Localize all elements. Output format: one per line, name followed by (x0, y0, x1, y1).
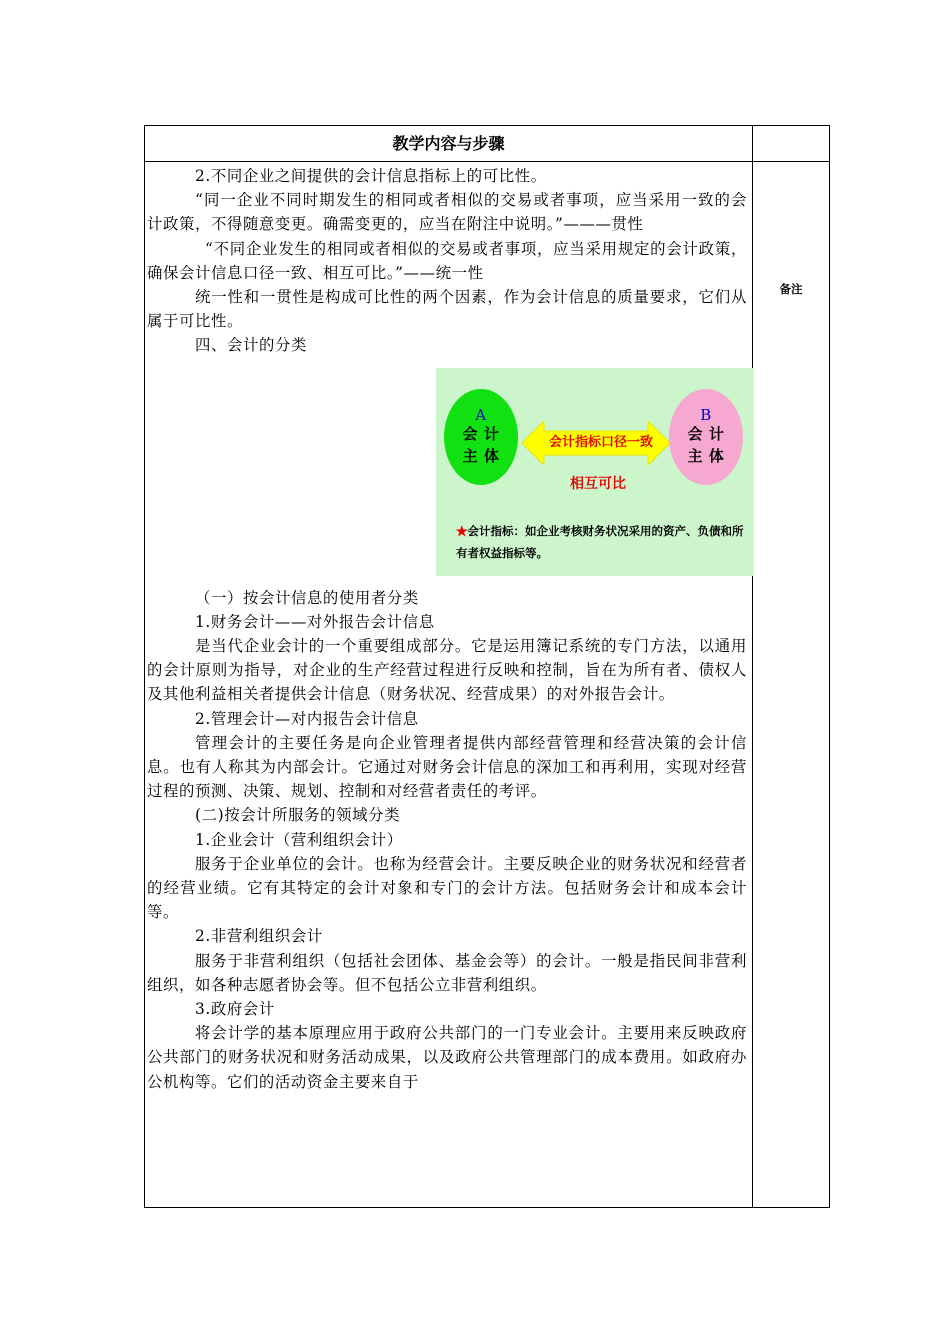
paragraph: 服务于非营利组织（包括社会团体、基金会等）的会计。一般是指民间非营利组织，如各种志愿者协会等。但不包括公立非营利组织。 (147, 951, 747, 994)
comparability-diagram (436, 368, 754, 576)
entity-b-circle (669, 389, 743, 485)
entity-b-label-line2: 主 体 (687, 446, 725, 465)
subsection-heading: （一）按会计信息的使用者分类 (195, 588, 419, 607)
content-column-header: 教学内容与步骤 (392, 134, 505, 153)
section-heading: 四、会计的分类 (195, 336, 307, 355)
paragraph: 是当代企业会计的一个重要组成部分。它是运用簿记系统的专门方法，以通用的会计原则为指导，对企业的生产经营过程进行反映和控制，旨在为所有者、债权人及其他利益相关者提供会计信息（财务状况、经营成果）的对外报告会计。 (147, 637, 747, 704)
lesson-content (147, 164, 747, 1094)
entity-a-label-line2: 主 体 (462, 446, 500, 465)
subsection-heading: (二)按会计所服务的领域分类 (195, 806, 401, 825)
entity-a-label-line1: 会 计 (462, 424, 500, 443)
paragraph: 2.管理会计—对内报告会计信息 (195, 709, 419, 728)
paragraph: “不同企业发生的相同或者相似的交易或者事项，应当采用规定的会计政策，确保会计信息口径一致、相互可比。”——统一性 (147, 239, 747, 282)
paragraph: 管理会计的主要任务是向企业管理者提供内部经营管理和经营决策的会计信息。也有人称其为内部会计。它通过对财务会计信息的深加工和再利用，实现对经营过程的预测、决策、规划、控制和对经营者责任的考评。 (147, 733, 747, 801)
paragraph: 1.企业会计（营利组织会计） (195, 830, 403, 849)
footnote-text: 会计指标：如企业考核财务状况采用的资产、负债和所有者权益指标等。 (456, 523, 744, 560)
paragraph: 1.财务会计——对外报告会计信息 (195, 612, 435, 631)
arrow-label: 会计指标口径一致 (548, 434, 653, 450)
entity-a-letter: A (475, 405, 487, 424)
paragraph: 服务于企业单位的会计。也称为经营会计。主要反映企业的财务状况和经营者的经营业绩。它有其特定的会计对象和专门的会计方法。包括财务会计和成本会计等。 (147, 854, 747, 922)
entity-b-letter: B (700, 405, 712, 424)
entity-a-circle (444, 389, 518, 485)
entity-b-label-line1: 会 计 (687, 424, 725, 443)
lesson-table (144, 125, 830, 1208)
paragraph: 统一性和一贯性是构成可比性的两个因素，作为会计信息的质量要求，它们从属于可比性。 (147, 288, 747, 331)
notes-column-header: 备注 (779, 282, 803, 296)
star-icon: ★ (456, 523, 468, 538)
mutual-comparison-label: 相互可比 (570, 475, 626, 492)
paragraph: 2.不同企业之间提供的会计信息指标上的可比性。 (195, 167, 547, 185)
diagram-footnote (456, 520, 752, 564)
paragraph: “同一企业不同时期发生的相同或者相似的交易或者事项，应当采用一致的会计政策，不得随意变更。确需变更的，应当在附注中说明。”———贯性 (147, 191, 747, 234)
paragraph: 3.政府会计 (195, 1000, 275, 1019)
header-divider (145, 161, 829, 162)
paragraph: 将会计学的基本原理应用于政府公共部门的一门专业会计。主要用来反映政府公共部门的财务状况和财务活动成果，以及政府公共管理部门的成本费用。如政府办公机构等。它们的活动资金主要来自于 (147, 1024, 747, 1091)
paragraph: 2.非营利组织会计 (195, 927, 323, 946)
